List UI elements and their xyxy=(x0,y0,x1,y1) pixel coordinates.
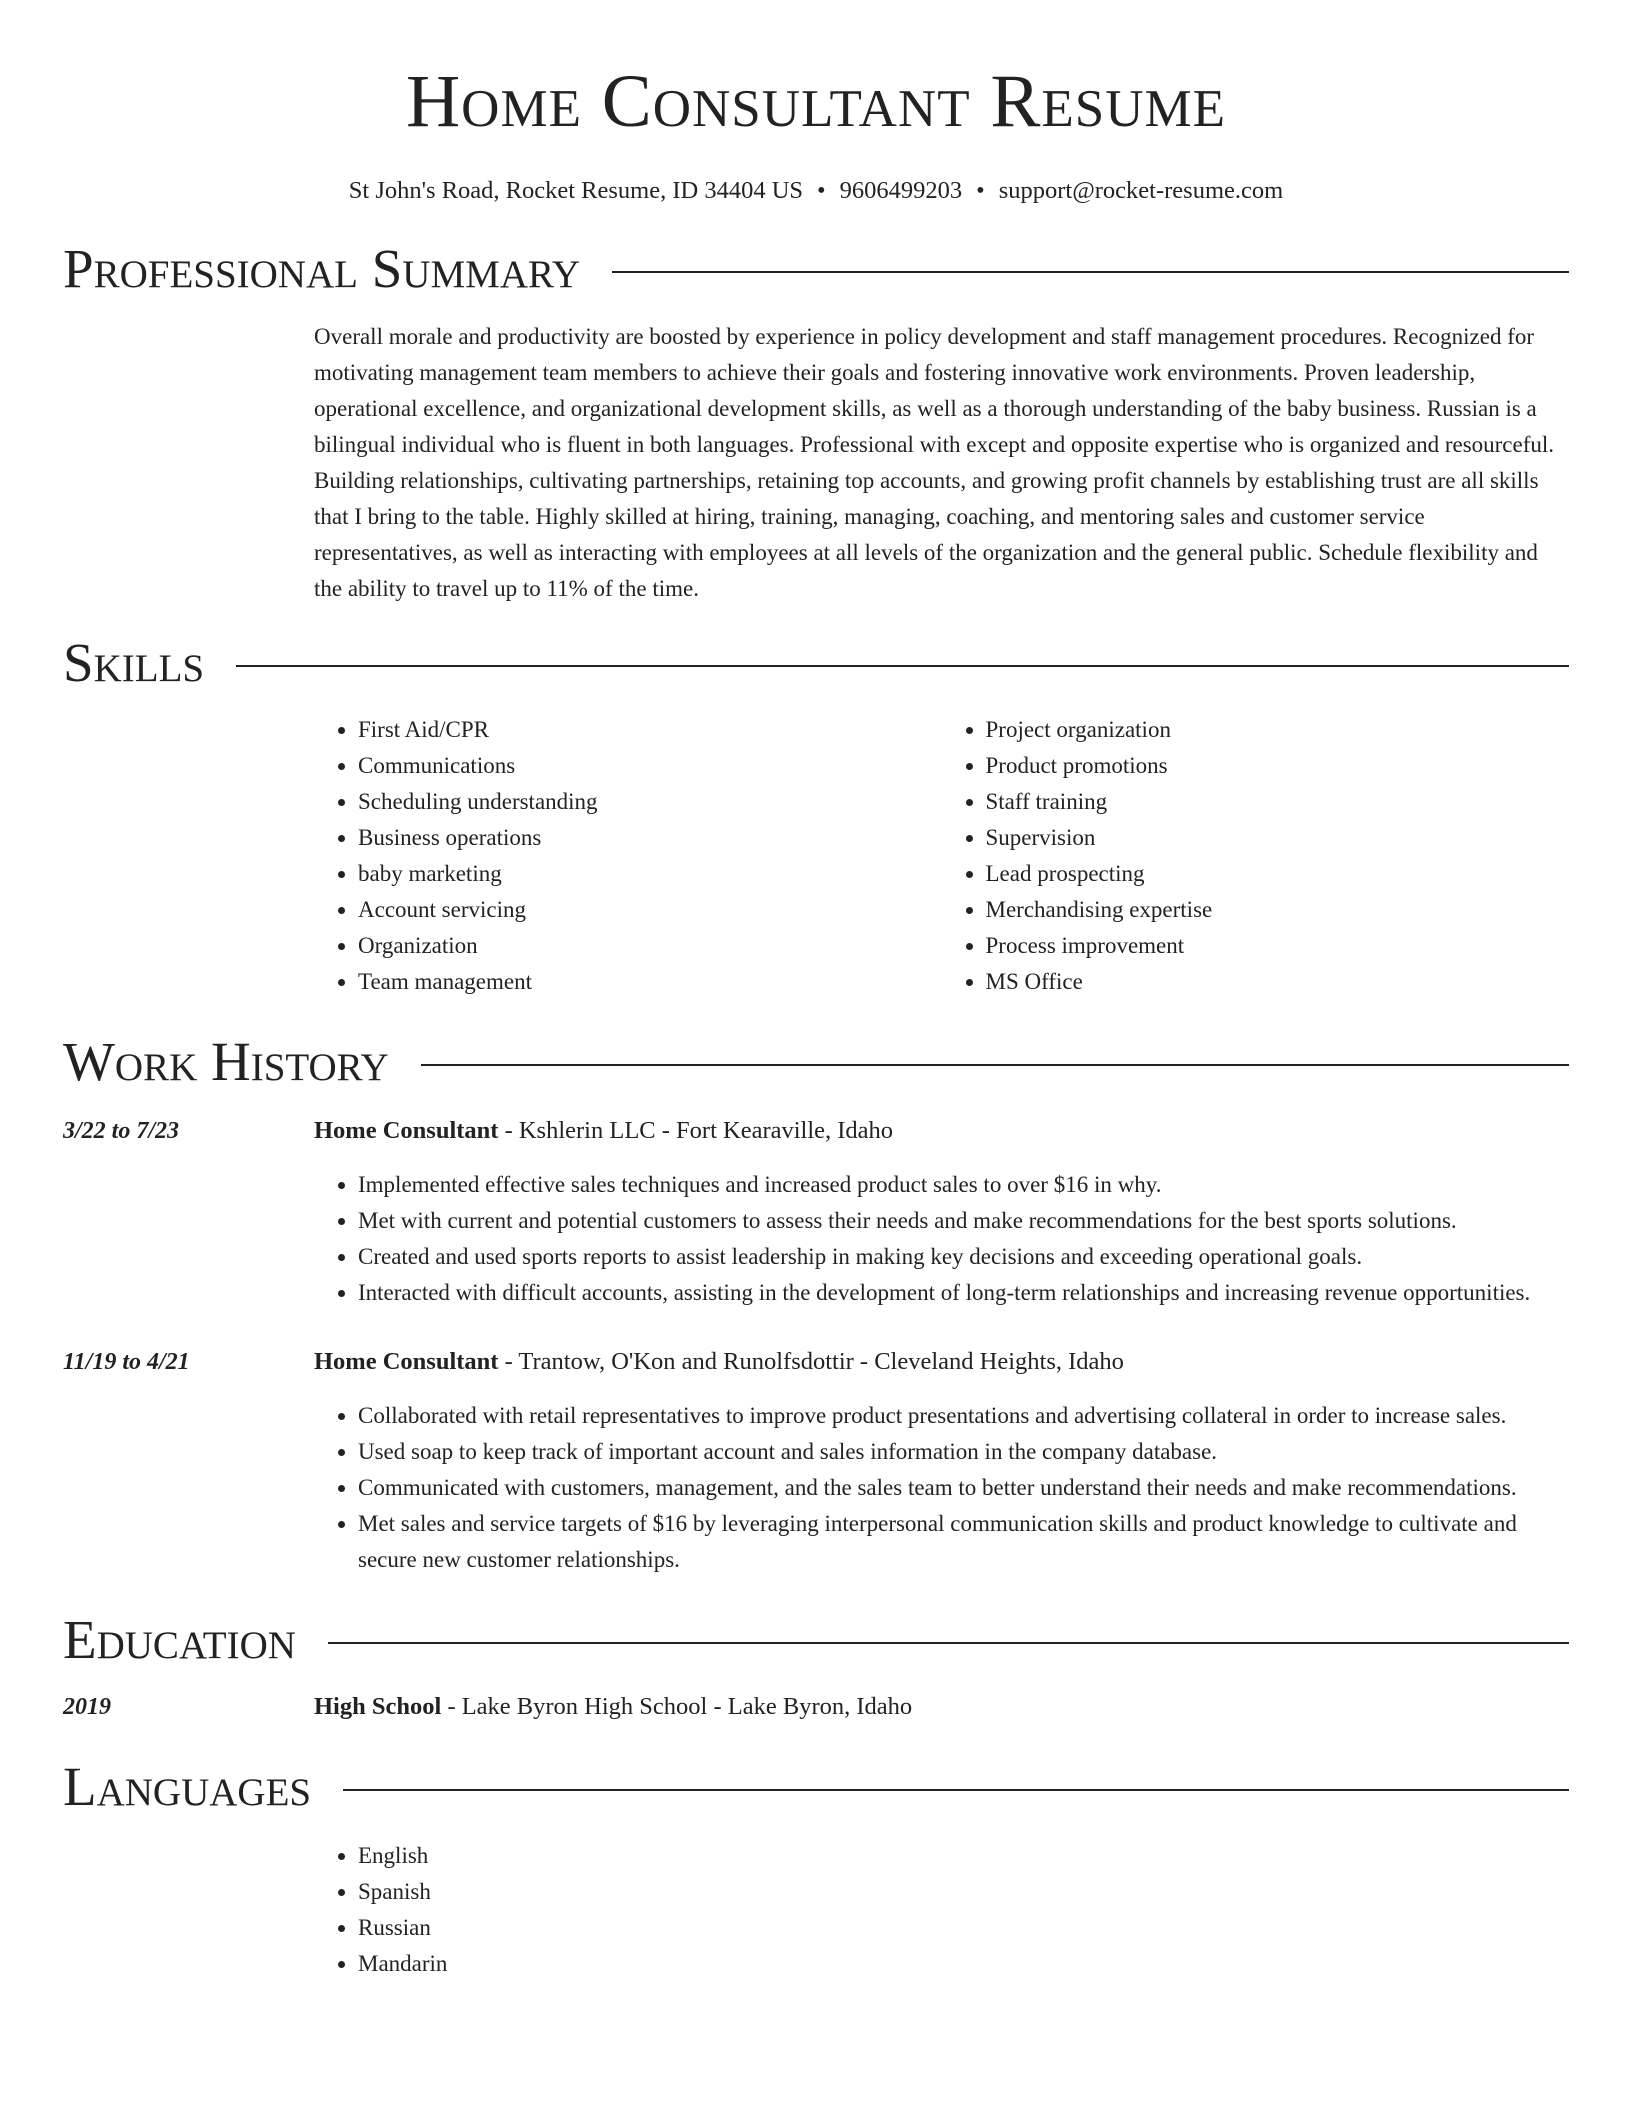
skills-list-left xyxy=(314,712,942,1000)
skills-section xyxy=(63,632,1569,1000)
summary-section xyxy=(63,238,1569,607)
education-section xyxy=(63,1609,1569,1725)
skill-item: • Project organization xyxy=(986,712,1570,748)
languages-list xyxy=(314,1838,1569,1982)
skill-item: • Supervision xyxy=(986,820,1570,856)
contact-phone: 9606499203 xyxy=(839,177,963,204)
education-heading-row xyxy=(63,1609,1569,1670)
work-entry xyxy=(63,1113,1569,1311)
skill-item: • Merchandising expertise xyxy=(986,892,1570,928)
language-item: • Mandarin xyxy=(358,1946,1569,1982)
skill-item: • Communications xyxy=(358,748,942,784)
skill-item: • Scheduling understanding xyxy=(358,784,942,820)
skills-heading-row xyxy=(63,632,1569,693)
work-history-section xyxy=(63,1031,1569,1578)
work-bullets xyxy=(314,1398,1569,1578)
work-bullets xyxy=(314,1167,1569,1311)
section-divider xyxy=(612,271,1569,273)
skill-item: • Organization xyxy=(358,928,942,964)
resume-title: Home Consultant Resume xyxy=(406,60,1226,143)
section-divider xyxy=(236,665,1569,667)
job-title: Home Consultant xyxy=(314,1348,499,1375)
work-bullet: • Met with current and potential customers to assess their needs and make recommendations for the best sports solutions. xyxy=(358,1203,1569,1239)
education-degree: High School xyxy=(314,1693,442,1720)
skill-item: • Business operations xyxy=(358,820,942,856)
skill-item: • Staff training xyxy=(986,784,1570,820)
summary-heading-row xyxy=(63,238,1569,299)
skills-grid xyxy=(314,712,1569,1000)
work-dates: 11/19 to 4/21 xyxy=(63,1349,190,1375)
education-school: - Lake Byron High School - Lake Byron, Idaho xyxy=(441,1693,913,1720)
contact-line xyxy=(63,177,1569,205)
languages-section xyxy=(63,1756,1569,1982)
job-employer: - Trantow, O'Kon and Runolfsdottir - Cleveland Heights, Idaho xyxy=(498,1348,1124,1375)
skill-item: • First Aid/CPR xyxy=(358,712,942,748)
section-divider xyxy=(421,1064,1569,1066)
work-bullet: • Met sales and service targets of $16 by leveraging interpersonal communication skills and product knowledge to cultivate and secure new customer relationships. xyxy=(358,1506,1569,1578)
work-heading-row xyxy=(63,1031,1569,1092)
language-item: • Russian xyxy=(358,1910,1569,1946)
contact-address: St John's Road, Rocket Resume, ID 34404 US xyxy=(348,177,804,204)
work-bullet: • Created and used sports reports to assist leadership in making key decisions and exceeding operational goals. xyxy=(358,1239,1569,1275)
work-role-line xyxy=(314,1113,893,1149)
skill-item: • Product promotions xyxy=(986,748,1570,784)
languages-heading: Languages xyxy=(63,1756,312,1817)
skill-item: • baby marketing xyxy=(358,856,942,892)
education-line xyxy=(314,1689,912,1725)
work-bullet: • Interacted with difficult accounts, assisting in the development of long-term relationships and increasing revenue opportunities. xyxy=(358,1275,1569,1311)
contact-email: support@rocket-resume.com xyxy=(998,177,1284,204)
section-divider xyxy=(328,1642,1569,1644)
contact-separator: • xyxy=(817,177,826,204)
languages-heading-row xyxy=(63,1756,1569,1817)
section-divider xyxy=(343,1789,1569,1791)
skills-list-right xyxy=(942,712,1570,1000)
work-bullet: • Collaborated with retail representatives to improve product presentations and advertising collateral in order to increase sales. xyxy=(358,1398,1569,1434)
work-dates: 3/22 to 7/23 xyxy=(63,1118,180,1144)
skill-item: • Lead prospecting xyxy=(986,856,1570,892)
education-entry xyxy=(63,1689,1569,1725)
contact-separator: • xyxy=(976,177,985,204)
summary-heading: Professional Summary xyxy=(63,238,581,299)
education-year: 2019 xyxy=(63,1694,111,1720)
skill-item: • MS Office xyxy=(986,964,1570,1000)
job-employer: - Kshlerin LLC - Fort Kearaville, Idaho xyxy=(498,1117,894,1144)
skills-heading: Skills xyxy=(63,632,205,693)
skill-item: • Process improvement xyxy=(986,928,1570,964)
work-history-heading: Work History xyxy=(63,1031,389,1092)
skill-item: • Account servicing xyxy=(358,892,942,928)
summary-text: Overall morale and productivity are boosted by experience in policy development and staff management procedures. Recognized for motivating management team members to achieve their goals and fostering innovative work environments. Proven leadership, operational excellence, and organizational development skills, as well as a thorough understanding of the baby business. Russian is a bilingual individual who is fluent in both languages. Professional with except and opposite expertise who is organized and resourceful. Building relationships, cultivating partnerships, retaining top accounts, and growing profit channels by establishing trust are all skills that I bring to the table. Highly skilled at hiring, training, managing, coaching, and mentoring sales and customer service representatives, as well as interacting with employees at all levels of the organization and the general public. Schedule flexibility and the ability to travel up to 11% of the time. xyxy=(314,324,1555,601)
work-bullet: • Communicated with customers, management, and the sales team to better understand their needs and make recommendations. xyxy=(358,1470,1569,1506)
work-bullet: • Implemented effective sales techniques and increased product sales to over $16 in why. xyxy=(358,1167,1569,1203)
education-heading: Education xyxy=(63,1609,296,1670)
work-bullet: • Used soap to keep track of important account and sales information in the company database. xyxy=(358,1434,1569,1470)
language-item: • Spanish xyxy=(358,1874,1569,1910)
skill-item: • Team management xyxy=(358,964,942,1000)
language-item: • English xyxy=(358,1838,1569,1874)
work-entry xyxy=(63,1344,1569,1578)
work-role-line xyxy=(314,1344,1124,1380)
job-title: Home Consultant xyxy=(314,1117,499,1144)
